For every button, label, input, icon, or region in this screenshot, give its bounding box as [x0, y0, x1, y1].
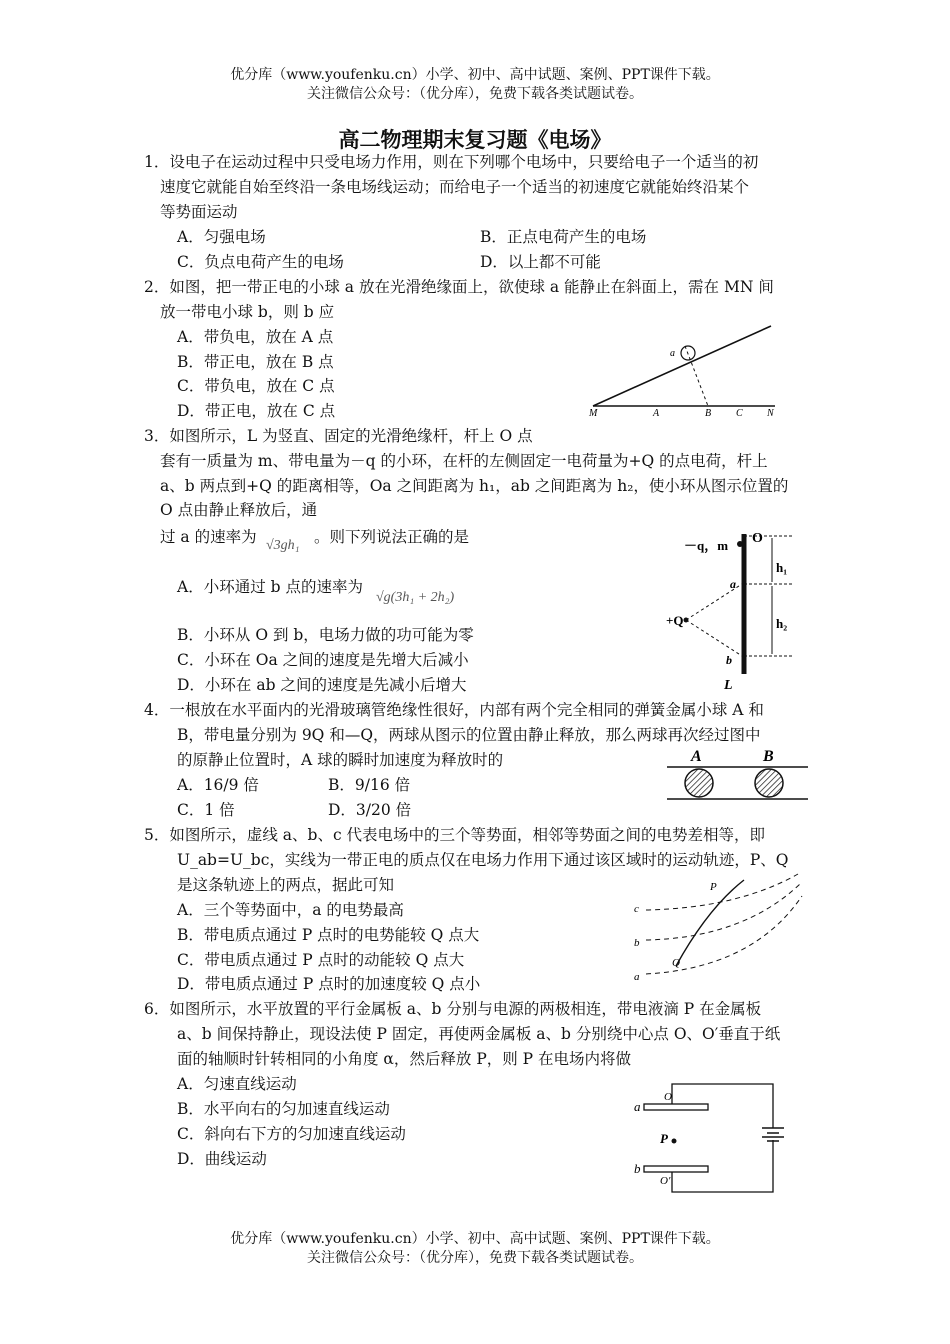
q4-tube-figure	[665, 745, 810, 805]
q1-line-2: 速度它就能自始至终沿一条电场线运动；而给电子一个适当的初速度它就能始终沿某个	[160, 178, 750, 196]
label-q-m: －q，m	[684, 538, 729, 553]
label-A: A	[691, 748, 702, 765]
label-b: b	[634, 937, 640, 949]
label-P: P	[660, 1131, 668, 1146]
q3-va-formula: √3gh₁	[266, 538, 300, 553]
q2-line-1: 2．如图，把一带正电的小球 a 放在光滑绝缘面上，欲使球 a 能静止在斜面上，需在 MN 间	[144, 278, 774, 296]
label-b: b	[726, 653, 732, 667]
q4-option-d[interactable]: D．3/20 倍	[328, 801, 412, 819]
label-a: a	[670, 348, 675, 359]
q4-line-3: 的原静止位置时，A 球的瞬时加速度为释放时的	[177, 751, 504, 769]
label-B: B	[705, 408, 712, 419]
q6-line-1: 6．如图所示，水平放置的平行金属板 a、b 分别与电源的两极相连，带电液滴 P 在金属板	[144, 1000, 762, 1018]
q6-option-d[interactable]: D．曲线运动	[177, 1150, 267, 1168]
plate-a	[644, 1104, 708, 1110]
label-a: a	[730, 577, 736, 591]
q5-option-b[interactable]: B．带电质点通过 P 点时的电势能较 Q 点大	[177, 926, 480, 944]
q5-option-a[interactable]: A．三个等势面中，a 的电势最高	[177, 901, 404, 919]
label-P: P	[710, 881, 717, 893]
label-C: C	[736, 408, 743, 419]
q1-line-1: 1．设电子在运动过程中只受电场力作用，则在下列哪个电场中，只要给电子一个适当的初	[144, 153, 759, 171]
charge-Q	[684, 618, 689, 623]
q3-line-3: a、b 两点到+Q 的距离相等，Oa 之间距离为 h₁，ab 之间距离为 h₂，使小环从图示位置的	[160, 477, 789, 495]
label-B: B	[763, 748, 774, 765]
q1-option-b[interactable]: B．正点电荷产生的电场	[480, 228, 647, 246]
ball-B	[755, 769, 783, 797]
plate-b	[644, 1166, 708, 1172]
q4-option-a[interactable]: A．16/9 倍	[177, 776, 259, 794]
q1-line-3: 等势面运动	[160, 203, 238, 221]
q6-option-c[interactable]: C．斜向右下方的匀加速直线运动	[177, 1125, 406, 1143]
label-L: L	[724, 678, 733, 693]
q6-line-2: a、b 间保持静止，现设法使 P 固定，再使两金属板 a、b 分别绕中心点 O、O′垂直于纸	[177, 1025, 781, 1043]
label-c: c	[634, 903, 639, 915]
q2-option-c[interactable]: C．带负电，放在 C 点	[177, 377, 335, 395]
header-line-1: 优分库（www.youfenku.cn）小学、初中、高中试题、案例、PPT课件下载。	[230, 67, 720, 83]
label-a: a	[634, 971, 640, 983]
q3-option-b[interactable]: B．小环从 O 到 b，电场力做的功可能为零	[177, 626, 474, 644]
label-h2: h₂	[776, 616, 788, 631]
ball-A	[685, 769, 713, 797]
q3-line-1: 3．如图所示，L 为竖直、固定的光滑绝缘杆，杆上 O 点	[144, 427, 533, 445]
q3-line-5: 过 a 的速率为	[160, 528, 257, 546]
q5-equipotential-figure	[628, 868, 808, 986]
q2-option-a[interactable]: A．带负电，放在 A 点	[177, 328, 334, 346]
footer-line-2: 关注微信公众号：（优分库），免费下载各类试题试卷。	[307, 1250, 643, 1266]
q4-option-b[interactable]: B．9/16 倍	[328, 776, 411, 794]
q4-option-c[interactable]: C．1 倍	[177, 801, 235, 819]
label-N: N	[767, 408, 774, 419]
label-M: M	[589, 408, 598, 419]
q4-line-2: B，带电量分别为 9Q 和—Q，两球从图示的位置由静止释放，那么两球再次经过图中	[177, 726, 761, 744]
label-a: a	[634, 1099, 641, 1114]
q3-line-4: O 点由静止释放后，通	[160, 501, 318, 519]
footer-line-1: 优分库（www.youfenku.cn）小学、初中、高中试题、案例、PPT课件下载。	[230, 1231, 720, 1247]
q1-option-c[interactable]: C．负点电荷产生的电场	[177, 253, 344, 271]
q5-option-c[interactable]: C．带电质点通过 P 点时的动能较 Q 点大	[177, 951, 465, 969]
q2-incline-figure	[585, 318, 785, 420]
ring-m	[737, 541, 743, 547]
label-h1: h₁	[776, 560, 788, 575]
droplet-P	[672, 1139, 677, 1144]
label-Q: +Q	[666, 613, 684, 628]
equipotential-a	[646, 896, 802, 974]
label-O: O	[664, 1091, 672, 1103]
equipotential-b	[646, 884, 800, 940]
label-Q: Q	[672, 957, 680, 969]
incline-line	[593, 326, 771, 406]
label-b: b	[634, 1161, 641, 1176]
q5-line-2: U_ab=U_bc，实线为一带正电的质点仅在电场力作用下通过该区域时的运动轨迹，P、Q	[177, 851, 789, 869]
label-O-prime: O′	[660, 1175, 671, 1187]
label-A: A	[653, 408, 660, 419]
q5-line-3: 是这条轨迹上的两点，据此可知	[177, 876, 395, 894]
q5-option-d[interactable]: D．带电质点通过 P 点时的加速度较 Q 点小	[177, 975, 481, 993]
q3-option-a[interactable]: A．小环通过 b 点的速率为	[177, 578, 363, 596]
page-title: 高二物理期末复习题《电场》	[338, 127, 612, 152]
equipotential-c	[646, 874, 798, 910]
q6-option-a[interactable]: A．匀速直线运动	[177, 1075, 297, 1093]
header-line-2: 关注微信公众号：（优分库），免费下载各类试题试卷。	[307, 86, 643, 102]
q1-option-a[interactable]: A．匀强电场	[177, 228, 266, 246]
q3-rod-figure	[666, 524, 800, 694]
q5-line-1: 5．如图所示，虚线 a、b、c 代表电场中的三个等势面，相邻等势面之间的电势差相等，即	[144, 826, 766, 844]
q2-line-2: 放一带电小球 b，则 b 应	[160, 303, 335, 321]
label-O: O	[752, 531, 763, 546]
q6-capacitor-figure	[628, 1080, 798, 1198]
q6-option-b[interactable]: B．水平向右的匀加速直线运动	[177, 1100, 390, 1118]
q1-option-d[interactable]: D．以上都不可能	[480, 253, 601, 271]
q3-option-d[interactable]: D．小环在 ab 之间的速度是先减小后增大	[177, 676, 467, 694]
q4-line-1: 4．一根放在水平面内的光滑玻璃管绝缘性很好，内部有两个完全相同的弹簧金属小球 A 和	[144, 701, 764, 719]
q3-line-2: 套有一质量为 m、带电量为－q 的小环，在杆的左侧固定一电荷量为+Q 的点电荷，杆上	[160, 452, 768, 470]
q2-option-d[interactable]: D．带正电，放在 C 点	[177, 402, 336, 420]
q3-vb-formula: √g(3h₁ + 2h₂)	[376, 590, 455, 605]
q6-line-3: 面的轴顺时针转相同的小角度 α，然后释放 P，则 P 在电场内将做	[177, 1050, 632, 1068]
q3-line-6: 。则下列说法正确的是	[314, 528, 470, 546]
q2-option-b[interactable]: B．带正电，放在 B 点	[177, 353, 334, 371]
wire-top	[672, 1084, 773, 1128]
q3-option-c[interactable]: C．小环在 Oa 之间的速度是先增大后减小	[177, 651, 469, 669]
